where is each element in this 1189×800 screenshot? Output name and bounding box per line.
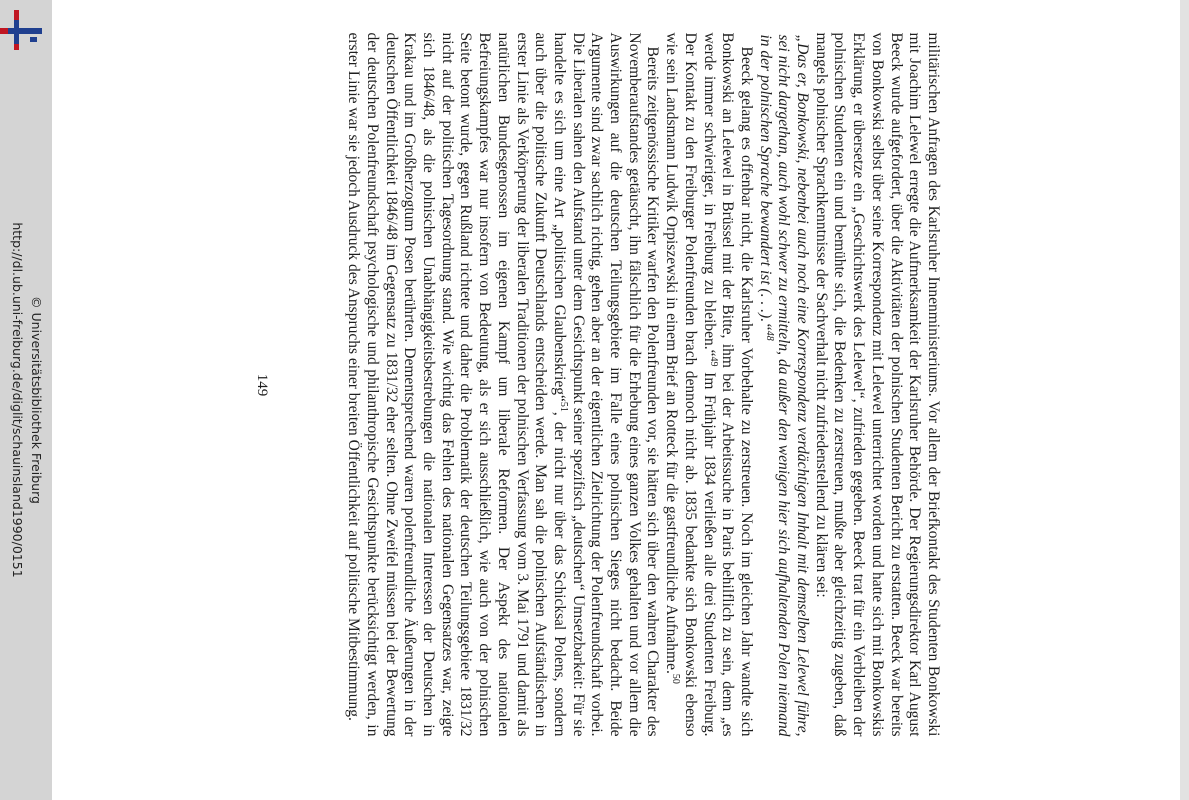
text-column [344, 33, 943, 737]
viewer-caption [1, 0, 53, 800]
paragraph-1: militärischen Anfragen des Karlsruher Innenministeriums. Vor allem der Briefkontakt des Studenten Bonkowski mit Joachim Lelewel erregte die Aufmerksamkeit der Karlsruher Behörde. Der Regierungsdirektor Karl August Beeck wurde aufgefordert, über die Aktivitäten der polnischen Studenten Bericht zu erstatten. Beeck war bereits von Bonkowski selbst über seine Korrespondenz mit Lelewel unterrichtet worden und hatte sich mit Bonkowskis Erklärung, er übersetze ein „Geschichtswerk des Lelewel“, zufrieden gegeben. Beeck trat für ein Verbleiben der polnischen Studenten ein und bemühte sich, die Bedenken zu zerstreuen, mußte aber gleichzeitig zugeben, daß mangels polnischer Sprachkenntnisse der Sachverhalt nicht zufriedenstellend zu klären sei: [812, 32, 942, 737]
viewer-sidebar [0, 0, 52, 800]
footnote-marker: 49 [707, 356, 719, 367]
footnote-marker: 48 [763, 330, 775, 341]
book-page [232, 13, 1012, 758]
paragraph-3: Beeck gelang es offenbar nicht, die Karlsruher Vorbehalte zu zerstreuen. Noch im gleichen Jahr wandte sich Bonkowski an Lelewel in Brüssel mit der Bitte, ihm bei der Arbeitssuche in Paris behilflich zu sein, denn „es werde immer schwieriger, in Freiburg zu bleiben.“$^{49}$ Im Frühjahr 1834 verließen alle drei Studenten Freiburg. Der Kontakt zu den Freiburger Polenfreunden brach dennoch nicht ab. 1835 bedankte sich Bonkowski ebenso wie sein Landsmann Ludwik Orpiszewski in einem Brief an Rotteck für die gastfreundliche Aufnahme.$^{50}$ [663, 32, 755, 737]
page-number: 149 [254, 373, 270, 397]
footnote-marker: 51 [558, 401, 570, 412]
block-quote: „Das er, Bonkowski, nebenbei auch noch eine Korrespondenz verdächtigen Inhalt mit demselben Lelewel führe, sei nicht dargethan, auch wohl schwer zu ermitteln, da außer den wenigen hier sich aufhaltenden Polen niemand in der polnischen Sprache bewandert ist (. . .).“$^{48}$ [756, 34, 812, 737]
document-url[interactable]: http://dl.ub.uni-freiburg.de/diglit/schauinsland1990/0151 [10, 222, 25, 578]
paragraph-4: Bereits zeitgenössische Kritiker warfen den Polenfreunden vor, sie hätten sich über den wahren Charakter des Novemberaufstandes getäuscht, ihn fälschlich für die Erhebung eines ganzen Volkes gehalten und vor allem die Auswirkungen auf die deutschen Teilungsgebiete im Falle eines polnischen Sieges nicht bedacht. Beide Argumente sind zwar sachlich richtig, gehen aber an der eigentlichen Zielrichtung der Polenfreundschaft vorbei. Die Liberalen sahen den Aufstand unter dem Gesichtspunkt seiner spezifisch „deutschen“ Umsetzbarkeit: Für sie handelte es sich um eine Art „politischen Glaubenskrieg“$^{51}$, der nicht nur über das Schicksal Polens, sondern auch über die politische Zukunft Deutschlands entscheiden werde. Man sah die polnischen Aufständischen in erster Linie als Verkörperung der liberalen Traditionen der polnischen Verfassung vom 3. Mai 1791 und damit als natürlichen Bundesgenossen im eigenen Kampf um liberale Reformen. Der Aspekt des nationalen Befreiungskampfes war nur insofern von Bedeutung, als er sich ausschließlich, wie auch von der polnischen Seite betont wurde, gegen Rußland richtete und daher die Problematik der deutschen Teilungsgebiete 1831/32 nicht auf der politischen Tagesordnung stand. Wie wichtig das Fehlen des nationalen Gegensatzes war, zeigte sich 1846/48, als die polnischen Unabhängigkeitsbestrebungen die nationalen Interessen der Deutschen in Krakau und im Großherzogtum Posen berührten. Dementsprechend waren polenfreundliche Äußerungen in der deutschen Öffentlichkeit 1846/48 im Gegensatz zu 1831/32 eher selten. Ohne Zweifel müssen bei der Bewertung der deutschen Polenfreundschaft psychologische und philanthropische Gesichtspunkte berücksichtigt werden, in erster Linie war sie jedoch Ausdruck des Anspruchs einer breiten Öffentlichkeit auf politische Mitbestimmung. [345, 32, 662, 737]
copyright-note: © Universitätsbibliothek Freiburg [29, 296, 44, 504]
footnote-marker: 50 [670, 673, 682, 684]
page-edge [1180, 0, 1189, 800]
